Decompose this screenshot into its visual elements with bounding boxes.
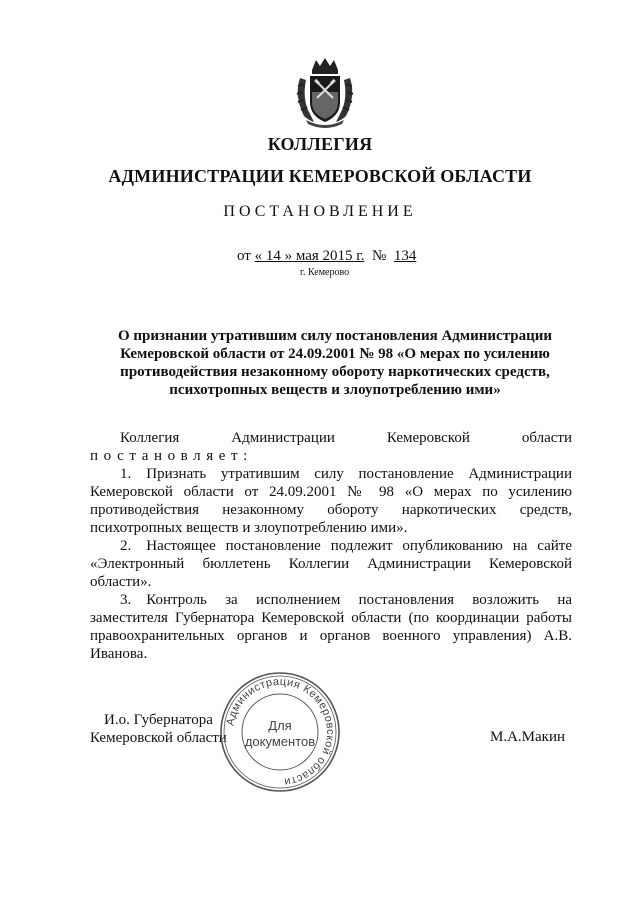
city-label: г. Кемерово: [300, 267, 350, 278]
document-heading: О признании утратившим силу постановления Администрации Кемеровской области от 24.09.2001 № 98 «О мерах по усилению противодействия незаконному обороту наркотических средств, психотропных веществ и злоупотреблению ими»: [117, 328, 553, 398]
document-body: [90, 429, 572, 663]
signatory-position: [90, 711, 227, 747]
seal-center-line2: документов: [244, 734, 316, 749]
date-day: « 14 »: [254, 248, 293, 264]
org-title-line2: АДМИНИСТРАЦИИ КЕМЕРОВСКОЙ ОБЛАСТИ: [108, 166, 532, 186]
preamble-word: области: [521, 430, 572, 446]
signatory-name: М.А.Макин: [490, 729, 566, 745]
seal-center-line1: Для: [268, 718, 292, 733]
date-month-year: мая 2015 г.: [292, 248, 365, 264]
preamble-word: Кемеровской: [386, 430, 470, 446]
preamble-word: Администрации: [231, 430, 335, 446]
date-prefix: от: [237, 248, 251, 264]
signatory-position-line1: И.о. Губернатора: [104, 712, 213, 728]
document-dateline: [237, 248, 416, 265]
coat-of-arms-icon: [290, 56, 360, 128]
document-number: 134: [393, 248, 417, 264]
clause-2: 2. Настоящее постановление подлежит опубликованию на сайте «Электронный бюллетень Коллегии Администрации Кемеровской области».: [90, 538, 572, 590]
preamble-word: Коллегия: [120, 430, 180, 446]
preamble-resolves: постановляет:: [90, 448, 253, 464]
clause-1: 1. Признать утратившим силу постановление Администрации Кемеровской области от 24.09.2001 № 98 «О мерах по усилению противодействия незаконному обороту наркотических средств, психотропных веществ и злоупотреблению ими».: [90, 466, 572, 536]
clause-3: 3. Контроль за исполнением постановления возложить на заместителя Губернатора Кемеровской области (по координации работы правоохранительных органов и органов военного управления) А.В. Иванова.: [90, 592, 572, 662]
number-sign: №: [372, 248, 387, 264]
official-seal-icon: [218, 670, 342, 794]
document-type: ПОСТАНОВЛЕНИЕ: [223, 203, 417, 220]
preamble: [90, 429, 572, 447]
seal-ring-text: Администрация Кемеровской области: [224, 675, 337, 788]
signatory-position-line2: Кемеровской области: [90, 730, 227, 746]
org-title-line1: КОЛЛЕГИЯ: [267, 134, 373, 154]
